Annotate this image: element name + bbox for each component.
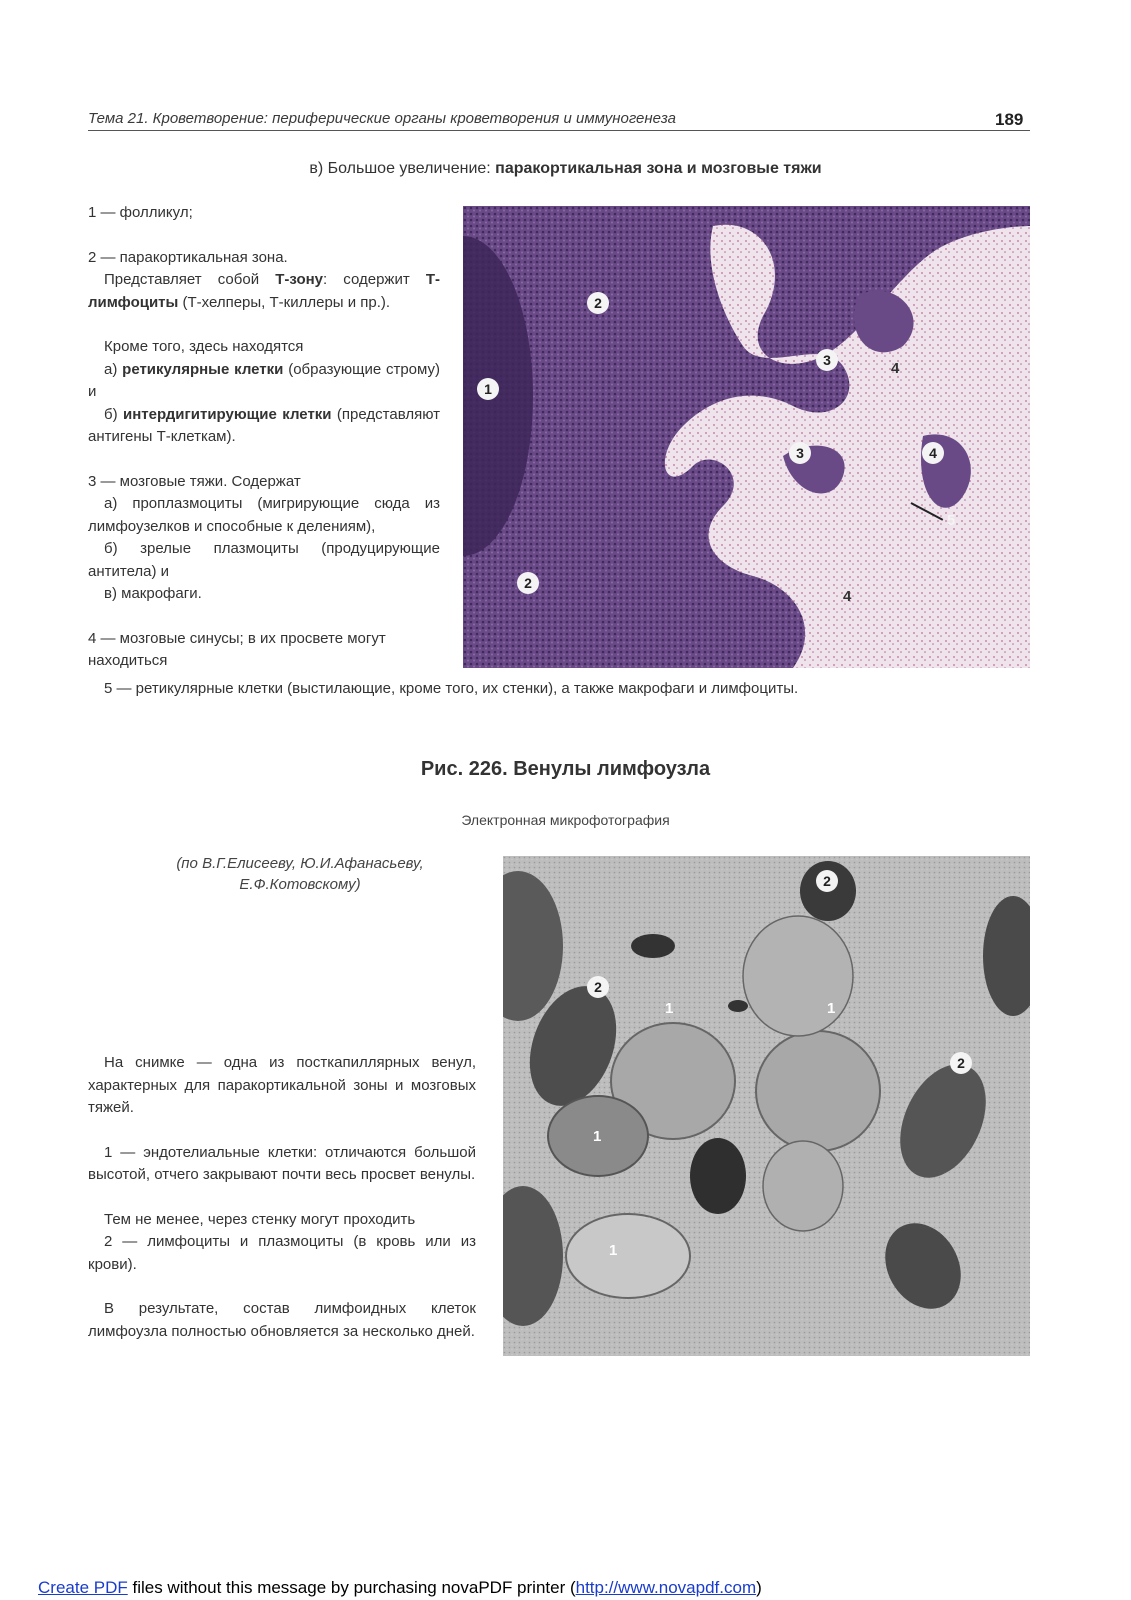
fig226-para4: В результате, состав лимфоидных клеток лимфоузла полностью обновляется за несколько дней. [88, 1300, 476, 1340]
section-heading-bold: паракортикальная зона и мозговые тяжи [495, 160, 822, 177]
footer-middle-text: files without this message by purchasing novaPDF printer ( [127, 1578, 576, 1597]
histology-micrograph [463, 206, 1030, 668]
label-4-sinus-b: 4 [922, 442, 944, 464]
em-label-2-right: 2 [950, 1052, 972, 1074]
legend-a: а) ретикулярные клетки (образующие строму) и [88, 360, 440, 400]
running-header: Тема 21. Кроветворение: периферические органы кроветворения и иммуногенеза [88, 110, 676, 127]
label-2-paracortex-b: 2 [517, 572, 539, 594]
legend-item-3b: б) зрелые плазмоциты (продуцирующие антитела) и [88, 540, 440, 580]
figure-subtitle: Электронная микрофотография [461, 812, 670, 828]
section-heading-prefix: в) Большое увеличение: [309, 160, 496, 177]
em-label-2-left: 2 [587, 976, 609, 998]
label-5-reticular: 5 [947, 512, 956, 529]
legend-item-3: 3 — мозговые тяжи. Содержат [88, 472, 301, 490]
fig226-para1: На снимке — одна из посткапиллярных венул, характерных для паракортикальной зоны и мозговых тяжей. [88, 1054, 476, 1116]
label-3-medullary-cord-b: 3 [789, 442, 811, 464]
legend-column-bottom [88, 1052, 476, 1343]
label-1-follicle: 1 [477, 378, 499, 400]
figure-title: Рис. 226. Венулы лимфоузла [420, 758, 711, 780]
legend-item-1: 1 — фолликул; [88, 204, 193, 221]
legend-item-4: 4 — мозговые синусы; в их просвете могут находиться [88, 629, 386, 669]
label-3-medullary-cord: 3 [816, 349, 838, 371]
section-heading [0, 160, 1131, 178]
pdf-footer [38, 1578, 762, 1598]
histology-image [463, 206, 1030, 668]
fig226-para3a: Тем не менее, через стенку могут проходить [104, 1210, 416, 1228]
legend-b: б) интердигитирующие клетки (представляют антигены Т-клеткам). [88, 405, 440, 445]
em-label-1-b: 1 [827, 1000, 836, 1017]
header-rule [88, 130, 1030, 131]
legend-item-2: 2 — паракортикальная зона. [88, 248, 288, 266]
label-2-paracortex: 2 [587, 292, 609, 314]
legend-item-2-desc: Представляет собой Т-зону: содержит Т-лимфоциты (Т-хелперы, Т-киллеры и пр.). [88, 271, 440, 311]
electron-micrograph [503, 856, 1030, 1356]
em-label-2-top: 2 [816, 870, 838, 892]
footer-end-text: ) [756, 1578, 762, 1597]
em-label-1-c: 1 [593, 1128, 602, 1145]
legend-item-3v: в) макрофаги. [104, 585, 202, 602]
fig226-para3b: 2 — лимфоциты и плазмоциты (в кровь или из крови). [88, 1233, 476, 1273]
novapdf-link[interactable]: http://www.novapdf.com [575, 1578, 757, 1597]
label-4-sinus-c: 4 [843, 588, 852, 605]
figure-credit: (по В.Г.Елисееву, Ю.И.Афанасьеву, Е.Ф.Котовскому) [176, 855, 424, 893]
legend-column-top [88, 202, 440, 673]
label-4-sinus: 4 [891, 360, 900, 377]
fig226-para2: 1 — эндотелиальные клетки: отличаются большой высотой, отчего закрывают почти весь просвет венулы. [88, 1143, 476, 1183]
page-number: 189 [995, 110, 1024, 129]
em-label-1-d: 1 [609, 1242, 618, 1259]
legend-besides: Кроме того, здесь находятся [104, 338, 304, 355]
legend-item-5: 5 — ретикулярные клетки (выстилающие, кроме того, их стенки), а также макрофаги и лимфоциты. [104, 680, 799, 697]
electron-micrograph-image [503, 856, 1030, 1356]
legend-item-3a: а) проплазмоциты (мигрирующие сюда из лимфоузелков и способные к делениям), [88, 495, 440, 535]
em-label-1-a: 1 [665, 1000, 674, 1017]
create-pdf-link[interactable]: Create PDF [38, 1578, 128, 1597]
